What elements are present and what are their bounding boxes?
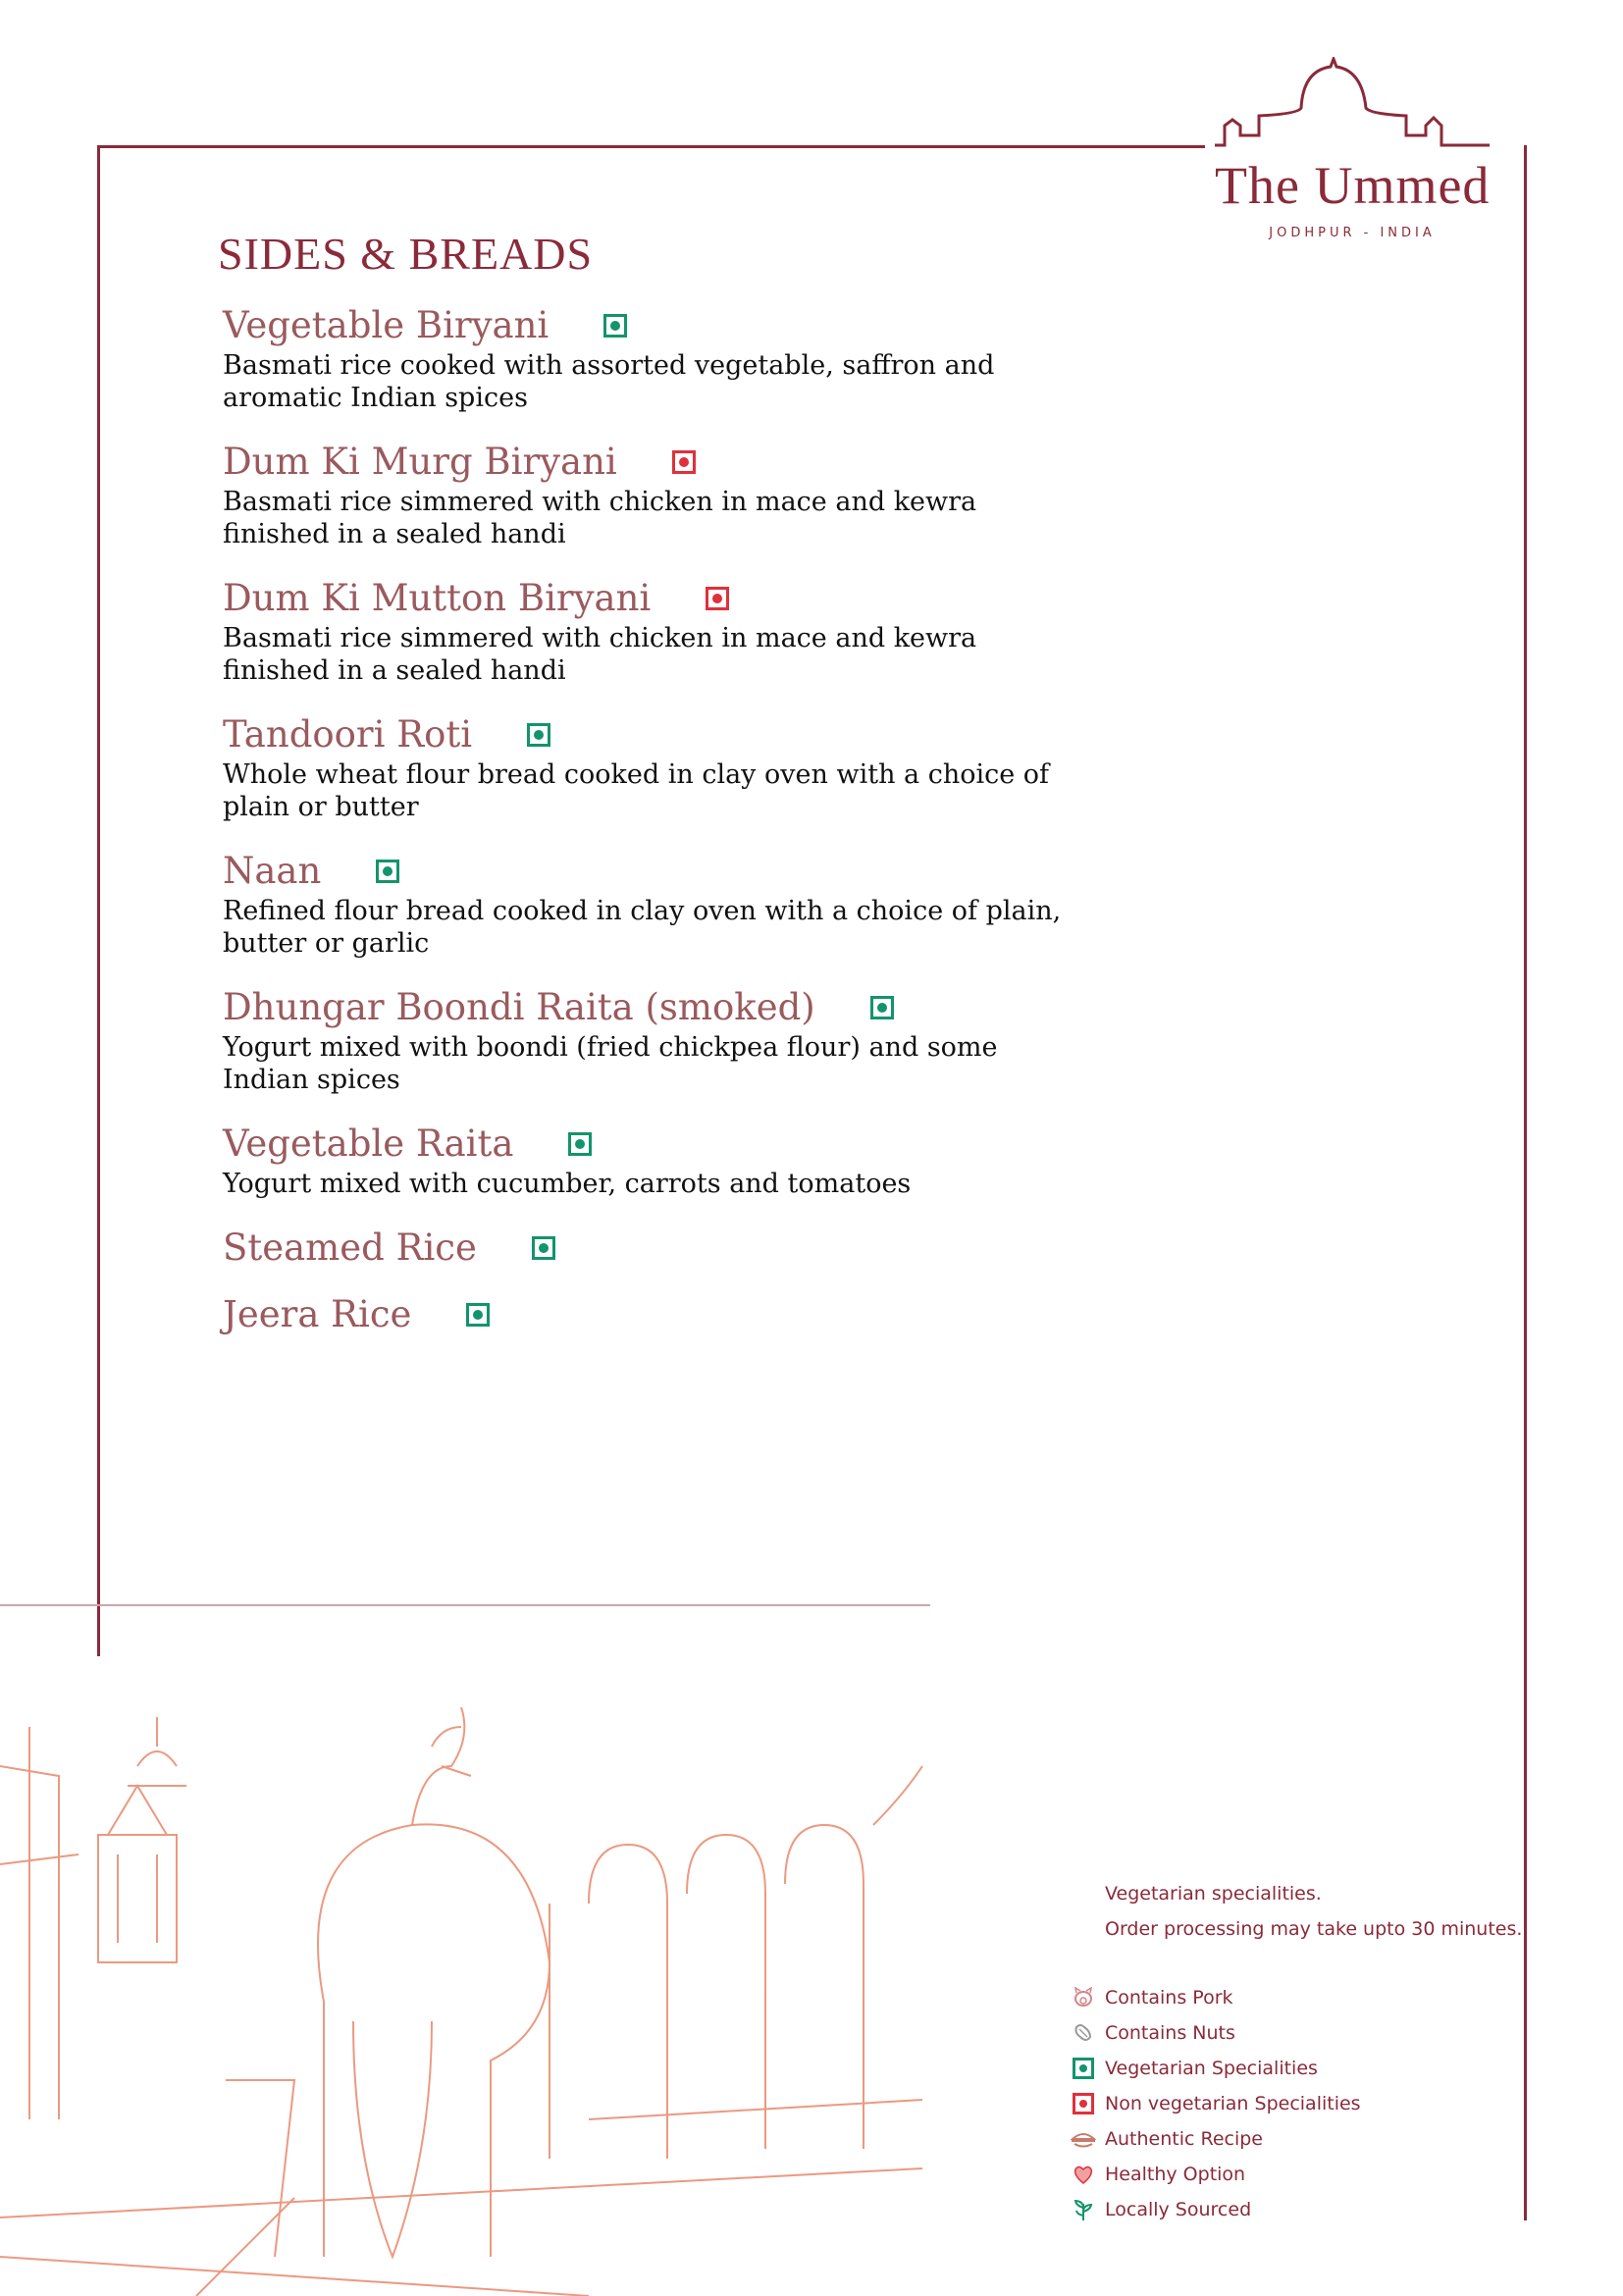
veg-icon: [466, 1303, 490, 1327]
menu-item-name-row: [223, 708, 550, 761]
menu-item-description: Basmati rice simmered with chicken in mace and kewra finished in a sealed handi: [223, 623, 977, 686]
veg-icon: [603, 314, 627, 338]
menu-item-description: Yogurt mixed with cucumber, carrots and tomatoes: [223, 1169, 912, 1199]
menu-item-description: Yogurt mixed with boondi (fried chickpea flour) and some Indian spices: [223, 1032, 998, 1095]
veg-icon: [1073, 2058, 1094, 2079]
menu-item-description: Whole wheat flour bread cooked in clay oven with a choice of plain or butter: [223, 759, 1050, 822]
notes-block: [1105, 1876, 1522, 1947]
menu-item: [223, 708, 1106, 823]
menu-item: [223, 299, 1106, 414]
handi-icon: [1070, 2125, 1097, 2153]
menu-item-name-row: [223, 572, 729, 625]
elephant-sketch-illustration: [0, 1707, 932, 2296]
menu-item: [223, 1288, 1106, 1341]
menu-list: [223, 299, 1106, 1355]
note-line: Order processing may take upto 30 minutes.: [1105, 1918, 1523, 1940]
legend-item-pork: [1070, 1980, 1361, 2015]
menu-item-description: Basmati rice simmered with chicken in mace and kewra finished in a sealed handi: [223, 487, 977, 549]
brand-logo: [1205, 57, 1490, 243]
section-title: SIDES & BREADS: [218, 229, 594, 279]
divider-line: [0, 1604, 930, 1606]
menu-item-name: Naan: [223, 850, 322, 892]
menu-item-name-row: [223, 299, 627, 352]
note-line: Vegetarian specialities.: [1105, 1883, 1322, 1905]
veg-icon: [568, 1132, 592, 1156]
legend-label: Healthy Option: [1105, 2164, 1246, 2185]
menu-item: [223, 845, 1106, 960]
frame-right-border: [1524, 145, 1527, 2220]
legend: [1070, 1980, 1361, 2227]
veg-icon: [532, 1236, 555, 1260]
legend-item-authentic: [1070, 2121, 1361, 2157]
leaf-icon: [1070, 2196, 1097, 2223]
legend-label: Contains Nuts: [1105, 2022, 1235, 2044]
nonveg-icon: [706, 587, 729, 610]
frame-left-border: [97, 145, 100, 1656]
menu-item-name: Dum Ki Mutton Biryani: [223, 577, 652, 619]
menu-item: [223, 436, 1106, 550]
legend-item-veg: [1070, 2051, 1361, 2086]
menu-item-name-row: [223, 1288, 490, 1341]
veg-icon: [376, 860, 399, 883]
menu-item-name: Dum Ki Murg Biryani: [223, 441, 617, 483]
menu-item-name: Tandoori Roti: [223, 713, 473, 756]
legend-item-nonveg: [1070, 2086, 1361, 2121]
legend-label: Vegetarian Specialities: [1105, 2058, 1318, 2079]
brand-location: JODHPUR - INDIA: [1269, 226, 1436, 240]
menu-item-description: Basmati rice cooked with assorted vegetable, saffron and aromatic Indian spices: [223, 350, 995, 413]
menu-item-name: Jeera Rice: [223, 1293, 412, 1335]
menu-item-name: Vegetable Raita: [223, 1122, 514, 1165]
veg-icon: [870, 996, 894, 1019]
legend-item-local: [1070, 2192, 1361, 2227]
menu-item: [223, 981, 1106, 1096]
menu-item: [223, 1222, 1106, 1275]
menu-item-name-row: [223, 1222, 555, 1275]
nonveg-icon: [672, 450, 696, 474]
menu-item-name-row: [223, 1118, 592, 1171]
nut-icon: [1070, 2019, 1097, 2047]
menu-item-name: Vegetable Biryani: [223, 304, 550, 346]
legend-item-nuts: [1070, 2015, 1361, 2051]
menu-item: [223, 572, 1106, 687]
nonveg-icon: [1073, 2093, 1094, 2114]
legend-item-healthy: [1070, 2157, 1361, 2192]
menu-item-name: Dhungar Boondi Raita (smoked): [223, 986, 815, 1028]
brand-name: The Ummed: [1215, 156, 1491, 215]
frame-top-border: [97, 145, 1211, 148]
legend-label: Authentic Recipe: [1105, 2128, 1263, 2150]
legend-label: Non vegetarian Specialities: [1105, 2093, 1361, 2114]
palace-silhouette-icon: [1205, 57, 1490, 155]
menu-item-name-row: [223, 981, 894, 1034]
veg-icon: [527, 723, 550, 747]
menu-item-description: Refined flour bread cooked in clay oven with a choice of plain, butter or garlic: [223, 896, 1062, 959]
legend-label: Locally Sourced: [1105, 2199, 1252, 2220]
menu-item-name-row: [223, 845, 399, 898]
menu-item-name: Steamed Rice: [223, 1226, 477, 1269]
menu-item-name-row: [223, 436, 696, 489]
pig-icon: [1070, 1984, 1097, 2011]
menu-item: [223, 1118, 1106, 1200]
legend-label: Contains Pork: [1105, 1987, 1233, 2009]
heart-icon: [1070, 2161, 1097, 2188]
